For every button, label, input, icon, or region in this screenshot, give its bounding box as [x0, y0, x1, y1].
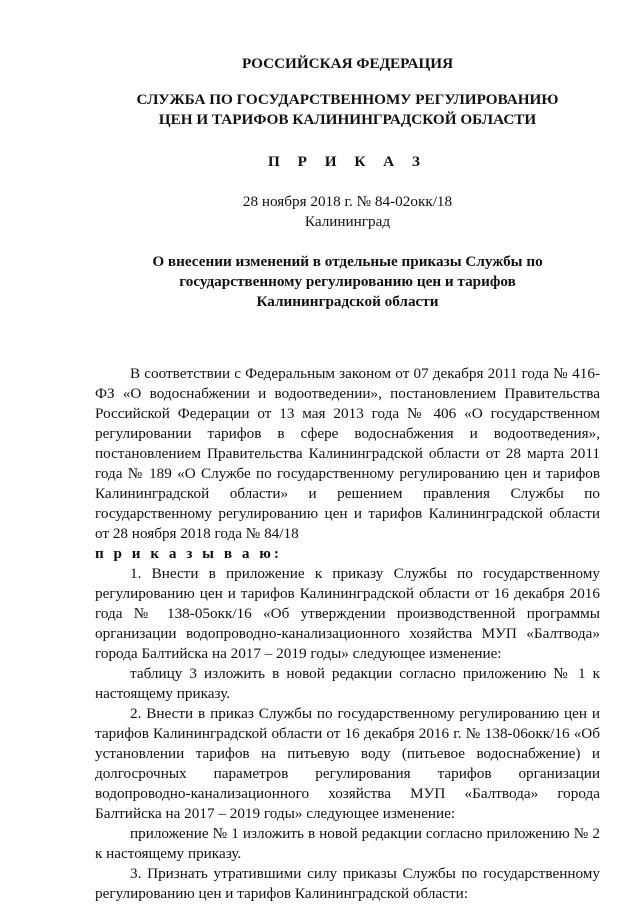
city: Калининград [304, 213, 391, 230]
document-title-line1: О внесении изменений в отдельные приказы Службы по [152, 253, 543, 270]
item-3-paragraph: 3. Признать утратившими силу приказы Службы по государственному регулированию цен и тарифов Калининградской области: [95, 865, 600, 902]
document-title [95, 252, 600, 312]
date-number: 28 ноября 2018 г. № 84-02окк/18 [242, 193, 453, 210]
document-title-line2: государственному регулированию цен и тарифов [179, 273, 516, 290]
agency-heading-line1: СЛУЖБА ПО ГОСУДАРСТВЕННОМУ РЕГУЛИРОВАНИЮ [136, 91, 559, 108]
country-heading: РОССИЙСКАЯ ФЕДЕРАЦИЯ [241, 55, 454, 72]
agency-heading-line2: ЦЕН И ТАРИФОВ КАЛИНИНГРАДСКОЙ ОБЛАСТИ [158, 111, 537, 128]
item-2-paragraph: 2. Внести в приказ Службы по государственному регулированию цен и тарифов Калининградской области от 16 декабря 2016 г. № 138-06окк/16 «Об установлении тарифов на питьевую воду (питьевое водоснабжение) и долгосрочных параметров регулирования тарифов организации водопроводно-канализационного хозяйства МУП «Балтвода» города Балтийска на 2017 – 2019 годы» следующее изменение: [95, 705, 600, 822]
item-1-paragraph: 1. Внести в приложение к приказу Службы по государственному регулированию цен и тарифов Калининградской области от 16 декабря 2016 года № 138-05окк/16 «Об утверждении производственной программы организации водопроводно-канализационного хозяйства МУП «Балтвода» города Балтийска на 2017 – 2019 годы» следующее изменение: [95, 565, 600, 662]
item-2-sub-paragraph: приложение № 1 изложить в новой редакции согласно приложению № 2 к настоящему приказу. [95, 825, 600, 862]
item-1-sub-paragraph: таблицу 3 изложить в новой редакции согласно приложению № 1 к настоящему приказу. [95, 665, 600, 702]
doc-type-heading: П Р И К А З [268, 153, 427, 170]
preamble-paragraph: В соответствии с Федеральным законом от 07 декабря 2011 года № 416-ФЗ «О водоснабжении и водоотведении», постановлением Правительства Российской Федерации от 13 мая 2013 года № 406 «О государственном регулировании тарифов в сфере водоснабжения и водоотведения», постановлением Правительства Калининградской области от 28 марта 2011 года № 189 «О Службе по государственному регулированию цен и тарифов Калининградской области» и решением правления Службы по государственному регулированию цен и тарифов Калининградской области от 28 ноября 2018 года № 84/18 [95, 365, 600, 542]
agency-heading [95, 90, 600, 130]
orders-word: п р и к а з ы в а ю: [95, 545, 282, 562]
document-title-line3: Калининградской области [256, 293, 439, 310]
